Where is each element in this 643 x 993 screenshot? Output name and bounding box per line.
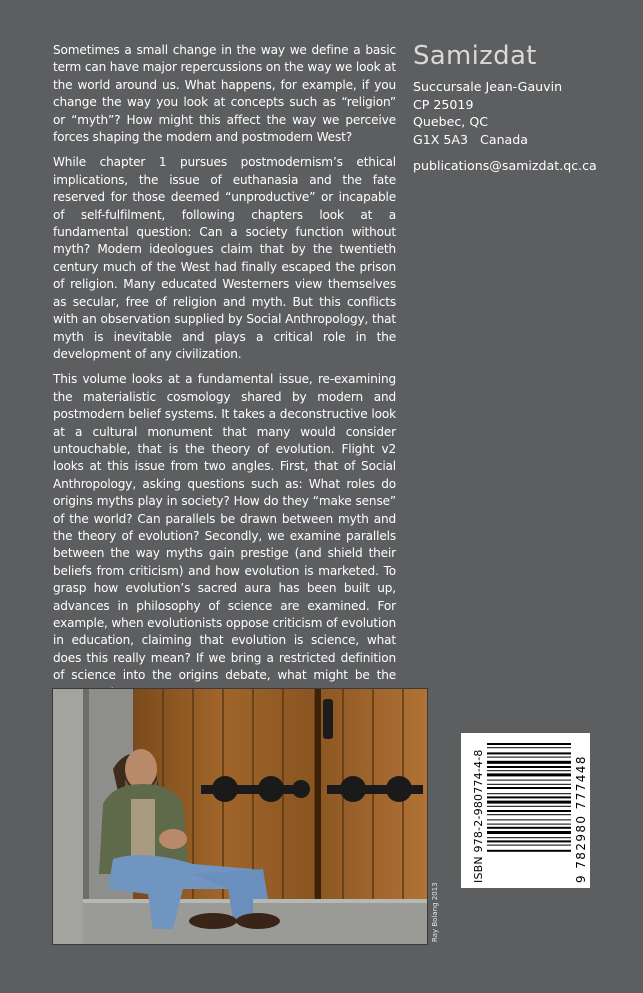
publisher-name: Samizdat	[413, 41, 537, 71]
blurb-paragraph: This volume looks at a fundamental issue, re-examining the materialistic cosmology shared by modern and postmodern belief systems. It takes a deconstructive look at a cultural monument that many would consider untouchable, that is the theory of evolution. Flight v2 looks at this issue from two angles. First, that of Social Anthropology, asking questions such as: What roles do origins myths play in society? How do they “make sense” of the world? Can parallels be drawn between myth and the theory of evolution? Secondly, we examine parallels between the way myths gain prestige (and shield their beliefs from criticism) and how evolution is marketed. To grasp how evolution’s sacred aura has been built up, advances in philosophy of science are examined. For example, when evolutionists oppose criticism of evolution in education, claiming that evolution is science, what does this really mean? If we bring a restricted definition of science into the origins debate, what might be the	[53, 372, 396, 683]
photo-credit: Ray Bolang 2013	[431, 882, 439, 942]
barcode-bars	[461, 733, 590, 888]
author-photo	[52, 688, 428, 945]
isbn-barcode	[461, 733, 590, 888]
address-line: Quebec, QC	[413, 114, 489, 130]
blurb-paragraph: Sometimes a small change in the way we define a basic term can have major repercussions on the way we look at the world around us. What happens, for example, if you change the way you look at concepts such as “religion” or “myth”? How might this affect the way we perceive forces shaping the modern and postmodern West?	[53, 43, 396, 145]
isbn-text: ISBN 978-2-980774-4-8	[472, 749, 485, 883]
blurb-paragraph: While chapter 1 pursues postmodernism’s ethical implications, the issue of euthanasia and the fate reserved for those deemed “unproductive” or incapable of self-fulfilment, following chapters look at a fundamental question: Can a society function without myth? Modern ideologues claim that by the twentieth century much of the West had finally escaped the prison of religion. Many educated Westerners view themselves as secular, free of religion and myth. But this conflicts with an observation supplied by Social Anthropology, that myth is inevitable and plays a critical role in the development of any civilization.	[53, 155, 396, 361]
back-cover-blurb	[53, 42, 396, 710]
address-line: Succursale Jean-Gauvin	[413, 79, 563, 94]
address-line: CP 25019	[413, 96, 474, 112]
barcode-digits: 9 782980 777448	[574, 755, 588, 883]
address-line: G1X 5A3 Canada	[413, 131, 528, 147]
publisher-info	[413, 40, 633, 175]
publisher-email: publications@samizdat.qc.ca	[413, 158, 597, 174]
